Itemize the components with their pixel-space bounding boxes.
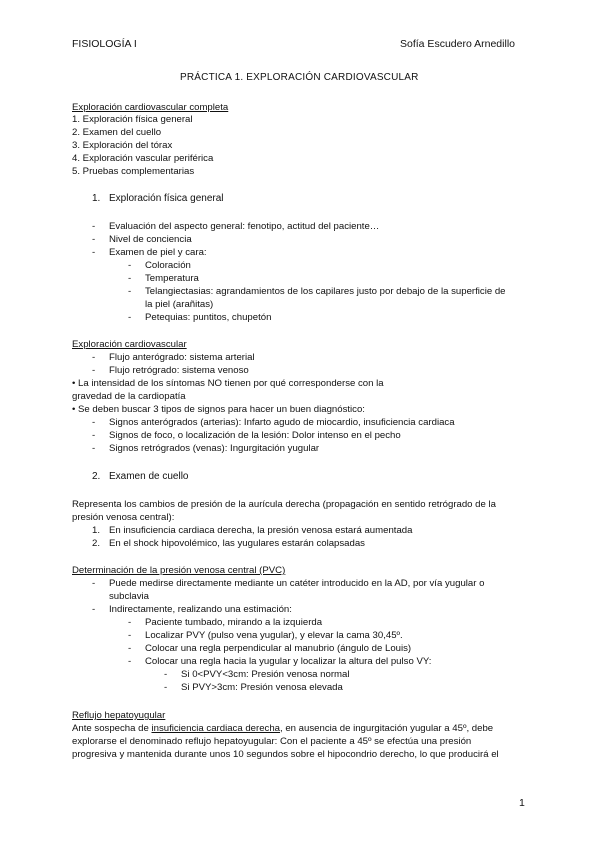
dash: - bbox=[128, 656, 132, 667]
s2-item: En insuficiencia cardiaca derecha, la presión venosa estará aumentada bbox=[109, 525, 413, 536]
pvc-subsub: Si 0<PVY<3cm: Presión venosa normal bbox=[181, 669, 350, 680]
dash: - bbox=[128, 630, 132, 641]
s2-item-num: 2. bbox=[92, 538, 101, 549]
dash: - bbox=[92, 443, 96, 454]
reflux-line: explorarse el denominado reflujo hepatoyugular: Con el paciente a 45º se efectúa una presión bbox=[72, 736, 472, 747]
s1-bullet: Examen de piel y cara: bbox=[109, 247, 207, 258]
pvc-sub: Paciente tumbado, mirando a la izquierda bbox=[145, 617, 323, 628]
dash: - bbox=[128, 312, 132, 323]
dash: - bbox=[92, 221, 96, 232]
s2-paragraph: Representa los cambios de presión de la aurícula derecha (propagación en sentido retrógrado de la bbox=[72, 499, 496, 510]
s1-sub: Telangiectasias: agrandamientos de los capilares justo por debajo de la superficie de bbox=[145, 286, 506, 297]
s1-bullet: Nivel de conciencia bbox=[109, 234, 192, 245]
dash: - bbox=[92, 365, 96, 376]
s1-sub: Petequias: puntitos, chupetón bbox=[145, 312, 272, 323]
page-number: 1 bbox=[519, 797, 525, 809]
complete-item: 5. Pruebas complementarias bbox=[72, 166, 195, 177]
pvc-sub: Colocar una regla perpendicular al manubrio (ángulo de Louis) bbox=[145, 643, 412, 654]
dash: - bbox=[92, 352, 96, 363]
cardio-bullet: Flujo retrógrado: sistema venoso bbox=[109, 365, 249, 376]
s1-sub: Coloración bbox=[145, 260, 191, 271]
pvc-heading: Determinación de la presión venosa central (PVC) bbox=[72, 565, 286, 576]
reflux-text: Ante sospecha de bbox=[72, 723, 152, 734]
complete-item: 3. Exploración del tórax bbox=[72, 140, 173, 151]
section1-num: 1. bbox=[92, 193, 101, 204]
dash: - bbox=[92, 247, 96, 258]
cardio-bullet: Flujo anterógrado: sistema arterial bbox=[109, 352, 255, 363]
reflux-heading: Reflujo hepatoyugular bbox=[72, 710, 166, 721]
reflux-line bbox=[72, 723, 493, 735]
pvc-bullet-cont: subclavia bbox=[109, 591, 149, 602]
section2-title: Examen de cuello bbox=[109, 471, 189, 482]
complete-item: 4. Exploración vascular periférica bbox=[72, 153, 214, 164]
pvc-bullet: Indirectamente, realizando una estimación: bbox=[109, 604, 292, 615]
header-right: Sofía Escudero Arnedillo bbox=[400, 38, 515, 50]
reflux-text: , en ausencia de ingurgitación yugular a 45º, debe bbox=[280, 723, 494, 734]
cardio-line: • La intensidad de los síntomas NO tienen por qué corresponderse con la bbox=[72, 378, 384, 389]
s2-paragraph: presión venosa central): bbox=[72, 512, 175, 523]
dash: - bbox=[92, 234, 96, 245]
section2-num: 2. bbox=[92, 471, 101, 482]
s1-sub: Temperatura bbox=[145, 273, 199, 284]
dash: - bbox=[164, 682, 168, 693]
dash: - bbox=[128, 643, 132, 654]
dash: - bbox=[164, 669, 168, 680]
dash: - bbox=[92, 578, 96, 589]
pvc-subsub: Si PVY>3cm: Presión venosa elevada bbox=[181, 682, 343, 693]
page-title: PRÁCTICA 1. EXPLORACIÓN CARDIOVASCULAR bbox=[180, 72, 419, 83]
cardio-sign: Signos anterógrados (arterias): Infarto agudo de miocardio, insuficiencia cardiaca bbox=[109, 417, 455, 428]
dash: - bbox=[128, 260, 132, 271]
reflux-underlined: insuficiencia cardiaca derecha bbox=[151, 723, 281, 734]
complete-heading: Exploración cardiovascular completa bbox=[72, 102, 229, 113]
dash: - bbox=[128, 273, 132, 284]
cardio-line: • Se deben buscar 3 tipos de signos para hacer un buen diagnóstico: bbox=[72, 404, 365, 415]
s1-bullet: Evaluación del aspecto general: fenotipo, actitud del paciente… bbox=[109, 221, 380, 232]
dash: - bbox=[128, 617, 132, 628]
pvc-sub: Colocar una regla hacia la yugular y localizar la altura del pulso VY: bbox=[145, 656, 432, 667]
complete-item: 1. Exploración física general bbox=[72, 114, 193, 125]
s2-item: En el shock hipovolémico, las yugulares estarán colapsadas bbox=[109, 538, 365, 549]
dash: - bbox=[92, 430, 96, 441]
dash: - bbox=[92, 604, 96, 615]
dash: - bbox=[128, 286, 132, 297]
section1-title: Exploración física general bbox=[109, 193, 224, 204]
s1-sub-cont: la piel (arañitas) bbox=[145, 299, 214, 310]
reflux-line: progresiva y mantenida durante unos 10 segundos sobre el hipocondrio derecho, lo que producirá el bbox=[72, 749, 499, 760]
s2-item-num: 1. bbox=[92, 525, 101, 536]
cardio-sign: Signos retrógrados (venas): Ingurgitación yugular bbox=[109, 443, 320, 454]
cardio-heading: Exploración cardiovascular bbox=[72, 339, 187, 350]
pvc-bullet: Puede medirse directamente mediante un catéter introducido en la AD, por vía yugular o bbox=[109, 578, 485, 589]
header-left: FISIOLOGÍA I bbox=[72, 38, 137, 50]
complete-item: 2. Examen del cuello bbox=[72, 127, 162, 138]
cardio-sign: Signos de foco, o localización de la lesión: Dolor intenso en el pecho bbox=[109, 430, 401, 441]
pvc-sub: Localizar PVY (pulso vena yugular), y elevar la cama 30,45º. bbox=[145, 630, 403, 641]
dash: - bbox=[92, 417, 96, 428]
cardio-line: gravedad de la cardiopatía bbox=[72, 391, 186, 402]
